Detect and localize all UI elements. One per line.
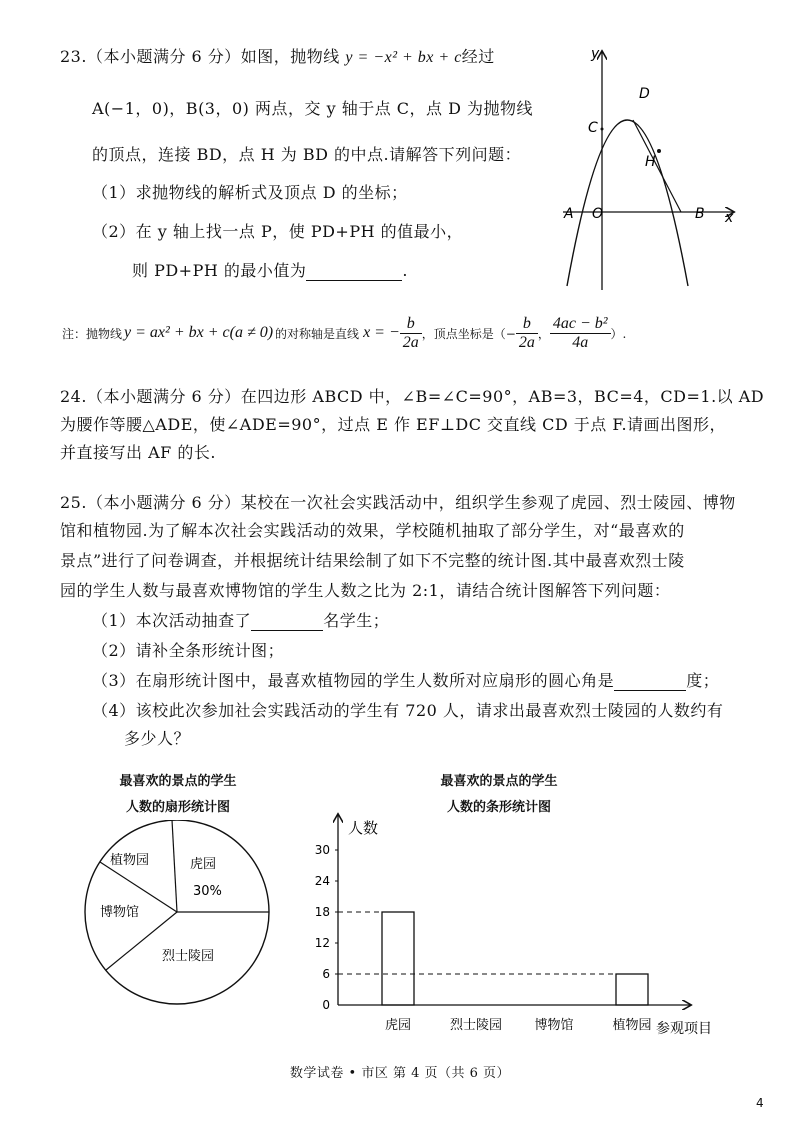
q23-part2: （2）在 y 轴上找一点 P，使 PD+PH 的值最小，: [92, 222, 464, 241]
x-category-label: 虎园: [384, 1018, 412, 1033]
y-tick-label: 12: [314, 936, 330, 950]
x-category-label: 烈士陵园: [449, 1018, 503, 1033]
point-c: [601, 128, 604, 131]
label-o: O: [592, 206, 604, 222]
formula-note: 注：抛物线 y = ax² + bx + c(a ≠ 0) 的对称轴是直线 x = − $\frac{b}{2a}$ ，顶点坐标是（− $\frac{b}{2a}$ ， $\frac{\text{4ac − b²}}{4a}$ ）.: [62, 314, 627, 351]
label-c: C: [588, 120, 598, 136]
q25-line3: 景点”进行了问卷调查，并根据统计结果绘制了如下不完整的统计图.其中最喜欢烈士陵: [60, 551, 685, 570]
q23-part1: （1）求抛物线的解析式及顶点 D 的坐标；: [92, 183, 408, 202]
bar-xlabel: 参观项目: [656, 1021, 712, 1037]
parabola-curve: [567, 120, 688, 286]
bar-chart: [300, 805, 735, 1045]
q25-part2: （2）请补全条形统计图；: [92, 641, 285, 660]
y-tick-label: 18: [314, 905, 330, 919]
label-y: y: [591, 46, 600, 62]
point-h: [657, 149, 661, 153]
label-b: B: [695, 206, 705, 222]
pie-label-lieshi: 烈士陵园: [162, 949, 215, 964]
q25-part1: （1）本次活动抽查了 名学生；: [92, 611, 390, 630]
q25-line2: 馆和植物园.为了解本次社会实践活动的效果，学校随机抽取了部分学生，对“最喜欢的: [60, 521, 685, 540]
pie-label-huyuan-pct: 30%: [193, 884, 222, 899]
answer-blank[interactable]: [614, 674, 686, 691]
q24-line3: 并直接写出 AF 的长.: [60, 443, 216, 462]
label-x: x: [725, 210, 734, 226]
q23-line2: A(−1，0)，B(3，0) 两点，交 y 轴于点 C，点 D 为抛物线: [92, 99, 534, 118]
x-category-label: 博物馆: [534, 1018, 574, 1033]
x-category-label: 植物园: [612, 1018, 652, 1033]
q24-line1: 24.（本小题满分 6 分）在四边形 ABCD 中，∠B=∠C=90°，AB=3，BC=4，CD=1.以 AD: [60, 387, 765, 406]
q23-line3: 的顶点，连接 BD，点 H 为 BD 的中点.请解答下列问题：: [92, 145, 522, 164]
label-h: H: [645, 154, 656, 170]
answer-blank[interactable]: [306, 264, 402, 281]
label-a: A: [564, 206, 574, 222]
q23-header: 23.（本小题满分 6 分）如图，抛物线 y = −x² + bx + c经过: [60, 47, 495, 66]
bar: [616, 974, 648, 1005]
bar-title-2: 人数的条形统计图: [446, 800, 551, 815]
y-tick-label: 0: [322, 998, 330, 1012]
bar: [382, 912, 414, 1005]
pie-title-1: 最喜欢的景点的学生: [119, 774, 237, 789]
pie-divider: [172, 820, 177, 912]
q25-line1: 25.（本小题满分 6 分）某校在一次社会实践活动中，组织学生参观了虎园、烈士陵园、博物: [60, 493, 736, 512]
y-tick-label: 30: [314, 843, 330, 857]
pie-chart: [80, 820, 280, 1010]
q25-part3: （3）在扇形统计图中，最喜欢植物园的学生人数所对应扇形的圆心角是 度；: [92, 671, 720, 690]
y-tick-label: 24: [314, 874, 330, 888]
q25-part4b: 多少人？: [124, 729, 191, 748]
parabola-graph: [555, 40, 745, 300]
pie-title-2: 人数的扇形统计图: [125, 800, 230, 815]
y-tick-label: 6: [322, 967, 330, 981]
pie-label-huyuan: 虎园: [190, 857, 217, 872]
pie-label-bowu: 博物馆: [100, 905, 140, 920]
segment-bd: [633, 120, 681, 212]
bar-title-1: 最喜欢的景点的学生: [440, 774, 558, 789]
page-number: 4: [756, 1096, 765, 1110]
bar-ylabel: 人数: [348, 819, 379, 837]
q24-line2: 为腰作等腰△ADE，使∠ADE=90°，过点 E 作 EF⊥DC 交直线 CD 于点 F.请画出图形，: [60, 415, 727, 434]
q25-line4: 园的学生人数与最喜欢博物馆的学生人数之比为 2:1，请结合统计图解答下列问题：: [60, 581, 671, 600]
answer-blank[interactable]: [251, 614, 323, 631]
pie-label-zhiwu: 植物园: [110, 853, 150, 868]
q23-part2b: 则 PD+PH 的最小值为 .: [132, 261, 408, 280]
q25-part4: （4）该校此次参加社会实践活动的学生有 720 人，请求出最喜欢烈士陵园的人数约有: [92, 701, 724, 720]
page-footer: 数学试卷 • 市区 第 4 页（共 6 页）: [289, 1066, 511, 1081]
label-d: D: [639, 86, 650, 102]
